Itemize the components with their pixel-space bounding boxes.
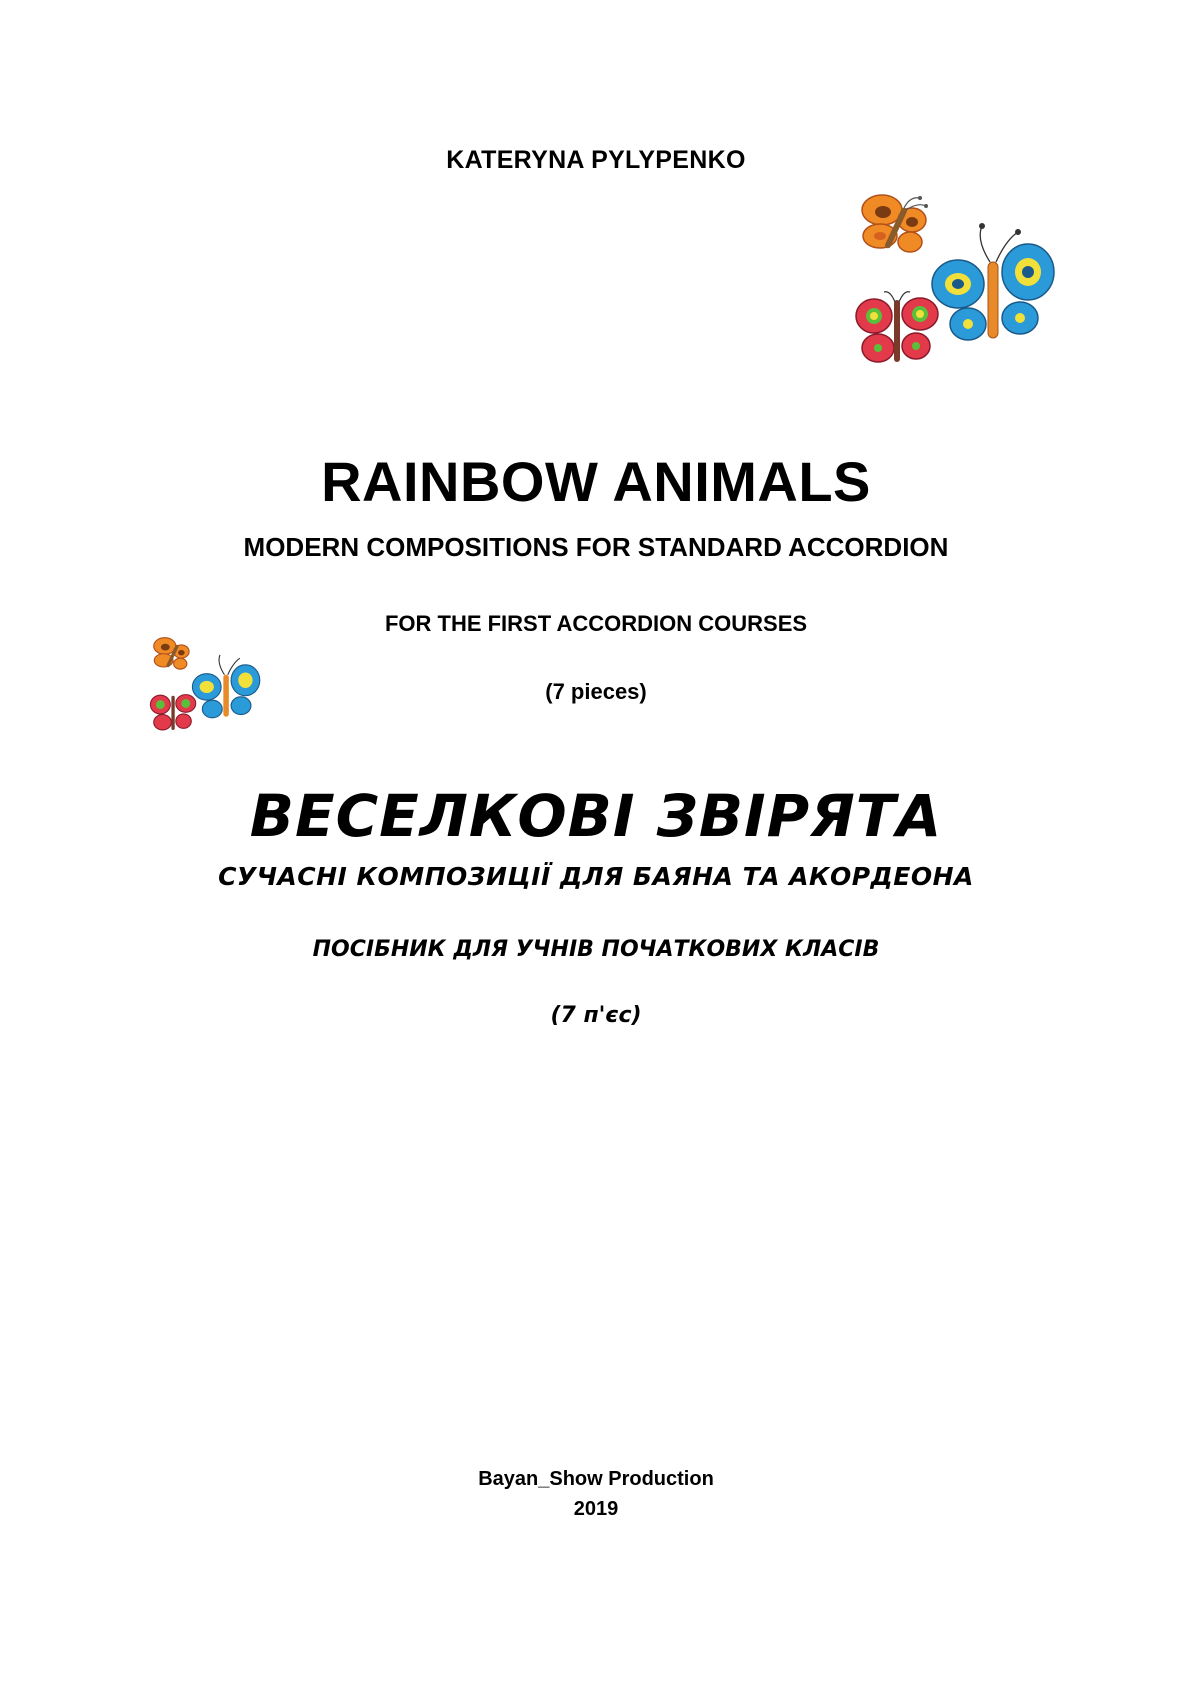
subtitle-ukrainian: СУЧАСНІ КОМПОЗИЦІЇ ДЛЯ БАЯНА ТА АКОРДЕОНА bbox=[218, 862, 974, 891]
orange-butterfly-icon bbox=[154, 638, 189, 669]
subtitle-english: MODERN COMPOSITIONS FOR STANDARD ACCORDION bbox=[243, 532, 949, 562]
title-ukrainian: ВЕСЕЛКОВІ ЗВІРЯТА bbox=[249, 782, 943, 850]
red-butterfly-icon bbox=[856, 292, 938, 362]
blue-butterfly-icon bbox=[932, 223, 1054, 340]
orange-butterfly-icon bbox=[862, 195, 928, 252]
butterflies-illustration-large bbox=[848, 186, 1058, 386]
pieces-count-english: (7 pieces) bbox=[545, 679, 647, 704]
courses-english: FOR THE FIRST ACCORDION COURSES bbox=[384, 611, 808, 636]
publication-year: 2019 bbox=[573, 1498, 619, 1520]
publisher-name: Bayan_Show Production bbox=[478, 1468, 714, 1490]
title-english: RAINBOW ANIMALS bbox=[321, 450, 871, 513]
pieces-count-ukrainian: (7 п'єс) bbox=[550, 1003, 642, 1028]
author-name: KATERYNA PYLYPENKO bbox=[446, 146, 746, 174]
courses-ukrainian: ПОСІБНИК ДЛЯ УЧНІВ ПОЧАТКОВИХ КЛАСІВ bbox=[312, 937, 880, 962]
